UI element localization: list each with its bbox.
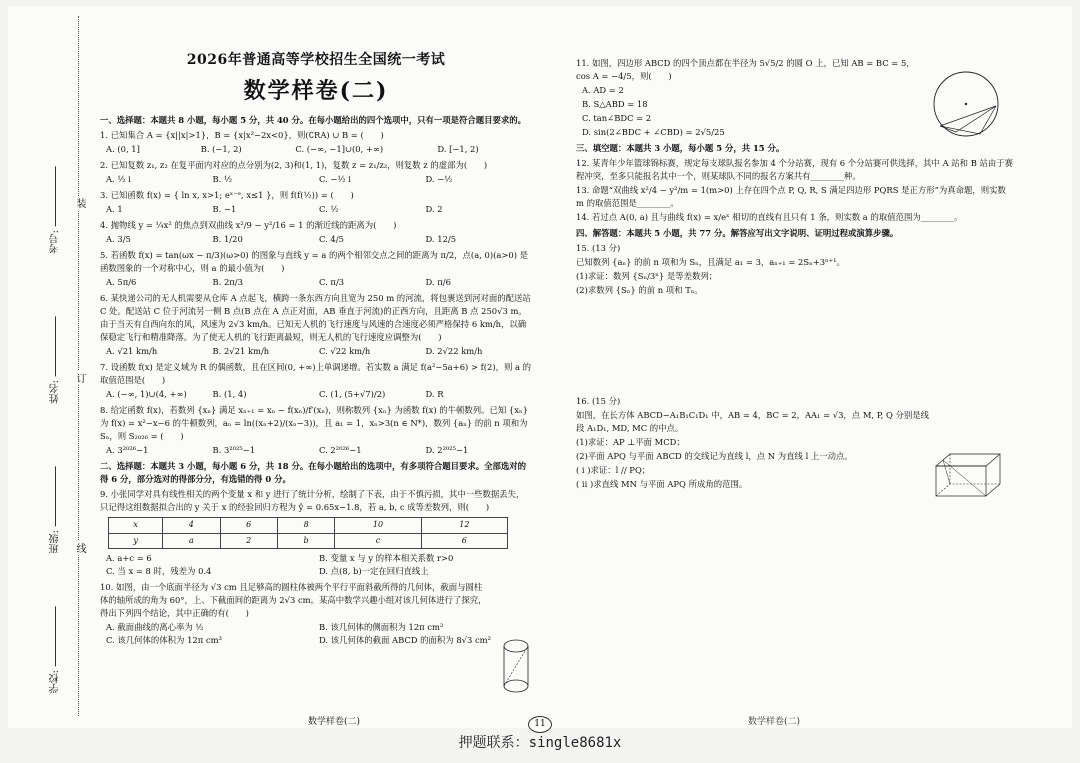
option: D. 12/5 xyxy=(425,233,457,244)
option: B. 2√21 km/h xyxy=(212,346,270,357)
option: B. 变量 x 与 y 的样本相关系数 r>0 xyxy=(319,553,454,563)
table-cell: b xyxy=(277,533,335,548)
question-3-options xyxy=(106,203,532,216)
question-10: 10. 如图，由一个底面半径为 √3 cm 且足够高的圆柱体被两个平行平面斜截所得的几何体，截面与圆柱体的轴所成的角为 60°，上、下截面间的距离为 2√3 cm。某高中数学兴趣小组对该几何体进行了探究，得出下列四个结论，其中正确的有( ) xyxy=(100,582,487,619)
table-row xyxy=(109,533,508,548)
option: C. 4/5 xyxy=(319,233,344,244)
binding-mark: 订 xyxy=(74,373,85,383)
question-15-part2: (2)求数列 {Sₙ} 的前 n 项和 Tₙ。 xyxy=(576,285,703,296)
table-cell: 6 xyxy=(220,518,277,533)
option: A. (−∞, 1)∪(4, +∞) xyxy=(106,389,187,400)
table-cell: 4 xyxy=(163,518,220,533)
watermark-text: 押题联系：single8681x xyxy=(458,735,622,751)
question-1: 1. 已知集合 A = {x||x|>1}，B = {x|x²−2x<0}，则(∁RA) ∪ B = ( ) xyxy=(100,129,384,140)
option: D. R xyxy=(425,389,444,400)
lower-section xyxy=(504,680,528,692)
question-13: 13. 命题“双曲线 x²/4 − y²/m = 1(m>0) 上存在四个点 P, Q, R, S 满足四边形 PQRS 是正方形”为真命题，则实数 m 的取值范围是________。 xyxy=(576,185,1006,209)
option: B. 2π/3 xyxy=(212,276,243,287)
option: D. 点(8, b)一定在回归直线上 xyxy=(319,566,429,577)
option: B. S△ABD = 18 xyxy=(582,99,648,110)
question-16-part2-ii: ( ii )求直线 MN 与平面 APQ 所成角的范围。 xyxy=(576,479,748,490)
table-row xyxy=(109,518,508,533)
table-cell: 6 xyxy=(421,533,507,548)
option: D. 2√22 km/h xyxy=(425,346,483,357)
exam-sheet xyxy=(8,6,1072,728)
option: C. −½ i xyxy=(319,173,351,184)
question-16-part2-i: ( i )求证：l // PQ； xyxy=(576,465,651,476)
question-11: 11. 如图，四边形 ABCD 的四个顶点都在半径为 5√5/2 的圆 O 上，已知 AB = BC = 5，cos A = −4/5，则( ) xyxy=(576,58,915,82)
option: A. 3/5 xyxy=(106,233,131,244)
question-6-options xyxy=(106,345,532,358)
question-1-options xyxy=(106,143,532,156)
question-5: 5. 若函数 f(x) = tan(ωx − π/3)(ω>0) 的图象与直线 y = a 的两个相邻交点之间的距离为 π/2，点(a, 0)(a>0) 是函数图象的一个对称中心，则 a 的最小值为( ) xyxy=(100,249,529,273)
question-5-options xyxy=(106,276,532,289)
question-8: 8. 给定函数 f(x)，若数列 {xₙ} 满足 xₙ₊₁ = xₙ − f(xₙ)/f′(xₙ)，则称数列 {xₙ} 为函数 f(x) 的牛顿数列。已知 {xₙ} 为 f(x) = x²−x−6 的牛顿数列，aₙ = ln((xₙ+2)/(xₙ−3))，且 a₁ = 1，xₙ>3(n ∈ N*)，数列 {aₙ} 的前 n 项和为 Sₙ，则 S₂₀₂₆ = ( ) xyxy=(100,405,528,442)
cuboid-figure xyxy=(930,446,1010,506)
question-9: 9. 小张同学对具有线性相关的两个变量 x 和 y 进行了统计分析，绘制了下表，由于不慎污损，其中一些数据丢失，只记得这组数据拟合出的 y 关于 x 的经验回归方程为 ŷ = 0.65x−1.8，若 a, b, c 成等差数列，则( ) xyxy=(100,489,525,513)
option: D. 2 xyxy=(425,203,443,214)
section-heading: 二、选择题：本题共 3 小题，每小题 6 分，共 18 分。在每小题给出的选项中，有多项符合题目要求。全部选对的得 6 分，部分选对的得部分分，有选错的得 0 分。 xyxy=(100,461,527,485)
table-cell: 10 xyxy=(335,518,421,533)
question-10-options xyxy=(106,621,532,647)
option: A. ½ i xyxy=(106,173,131,184)
option: C. (−∞, −1]∪(0, +∞) xyxy=(295,143,384,154)
option: D. sin(2∠BDC + ∠CBD) = 2√5/25 xyxy=(582,127,725,138)
answer-space xyxy=(576,298,1016,394)
option: C. 2²⁰²⁶−1 xyxy=(319,445,362,456)
table-cell: 12 xyxy=(421,518,507,533)
option: D. π/6 xyxy=(425,276,451,287)
page-number: 11 xyxy=(528,716,552,733)
field-label: 学校: xyxy=(50,670,61,694)
option: A. AD = 2 xyxy=(582,85,624,96)
circle-figure xyxy=(926,64,1006,144)
question-7-options xyxy=(106,388,532,401)
question-7: 7. 设函数 f(x) 是定义域为 R 的偶函数，且在区间(0, +∞)上单调递增。若实数 a 满足 f(a²−5a+6) > f(2)，则 a 的取值范围是( ) xyxy=(100,362,532,386)
option: D. 该几何体的截面 ABCD 的面积为 8√3 cm² xyxy=(319,635,491,646)
question-3: 3. 已知函数 f(x) = { ln x, x>1; eˣ⁻ᵉ, x≤1 }，则 f(f(½)) = ( ) xyxy=(100,189,354,200)
option: D. 2²⁰²⁵−1 xyxy=(425,445,469,456)
footer-right: 数学样卷(二) xyxy=(748,717,801,727)
option: A. (0, 1] xyxy=(106,143,140,154)
question-4-options xyxy=(106,233,532,246)
cylinder-figure xyxy=(496,634,540,698)
binding-mark: 线 xyxy=(74,543,85,553)
option: D. [−1, 2) xyxy=(437,143,479,154)
option: C. ½ xyxy=(319,203,339,214)
question-16-part1: (1)求证：AP ⊥平面 MCD； xyxy=(576,437,685,448)
footer-left: 数学样卷(二) xyxy=(308,717,361,727)
option: C. π/3 xyxy=(319,276,345,287)
question-15-stem: 已知数列 {aₙ} 的前 n 项和为 Sₙ，且满足 a₁ = 3，aₙ₊₁ = 2Sₙ+3ⁿ⁺¹。 xyxy=(576,257,845,268)
question-15-part1: (1)求证：数列 {Sₙ/3ⁿ} 是等差数列； xyxy=(576,271,718,282)
question-8-options xyxy=(106,444,532,457)
option: C. (1, (5+√7)/2) xyxy=(319,389,386,400)
option: B. −1 xyxy=(212,203,237,214)
question-16-stem: 如图，在长方体 ABCD−A₁B₁C₁D₁ 中，AB = 4，BC = 2，AA₁ = √3，点 M, P, Q 分别是线段 A₁D₁, MD, MC 的中点。 xyxy=(576,410,930,434)
option: A. 1 xyxy=(106,203,123,214)
option: A. 3²⁰²⁶−1 xyxy=(106,445,149,456)
table-cell: 2 xyxy=(220,533,277,548)
binding-dotted-line xyxy=(78,16,79,716)
option: A. a+c = 6 xyxy=(106,553,152,563)
question-4: 4. 抛物线 y = ¼x² 的焦点到双曲线 x²/9 − y²/16 = 1 的渐近线的距离为( ) xyxy=(100,219,397,230)
exam-title: 2026年普通高等学校招生全国统一考试 xyxy=(186,52,446,68)
question-14: 14. 若过点 A(0, a) 且与曲线 f(x) = x/eˣ 相切的直线有且只有 1 条，则实数 a 的取值范围为________。 xyxy=(576,212,963,223)
option: B. 该几何体的侧面积为 12π cm² xyxy=(319,622,444,633)
field-label: 班级: xyxy=(50,530,61,554)
field-name xyxy=(48,316,78,403)
table-cell: 8 xyxy=(277,518,335,533)
option: B. (−1, 2) xyxy=(200,143,242,154)
question-2: 2. 已知复数 z₁, z₂ 在复平面内对应的点分别为(2, 3)和(1, 1)，复数 z = z₁/z₂，则复数 z 的虚部为( ) xyxy=(100,159,488,170)
question-16-part2: (2)平面 APQ 与平面 ABCD 的交线记为直线 l，点 N 为直线 l 上一动点。 xyxy=(576,451,853,462)
table-cell: y xyxy=(109,533,163,548)
option: A. √21 km/h xyxy=(106,346,158,357)
paper-title: 数学样卷(二) xyxy=(243,77,389,104)
binding-mark: 装 xyxy=(74,198,85,208)
question-9-table xyxy=(108,517,508,549)
option: B. (1, 4) xyxy=(212,389,247,400)
section-heading: 四、解答题：本题共 5 小题，共 77 分。解答应写出文字说明、证明过程或演算步骤。 xyxy=(576,228,899,239)
binding-margin xyxy=(48,16,90,716)
question-12: 12. 某青年少年篮球锦标赛，规定每支球队报名参加 4 个分站赛，现有 6 个分站赛可供选择，其中 A 站和 B 站由于赛程冲突，至多只能报名其中一个，则某球队不同的报名方案共有________种。 xyxy=(576,158,1014,182)
option: C. √22 km/h xyxy=(319,346,371,357)
option: C. tan∠BDC = 2 xyxy=(582,113,652,124)
left-column xyxy=(100,40,532,650)
option: A. 截面曲线的离心率为 ½ xyxy=(106,622,204,633)
field-label: 考号: xyxy=(50,230,61,254)
upper-section xyxy=(504,640,528,652)
field-label: 姓名: xyxy=(50,380,61,404)
question-6: 6. 某快递公司的无人机需要从仓库 A 点起飞，横跨一条东西方向且宽为 250 m 的河流，将包裹送到河对面的配送站 C 处。配送站 C 位于河流另一侧 B 点(B 点在 A 点正对面，AB 垂直于河流)的正西方向，且距离 B 点 250√3 m。由于当天有自西向东的风，风速为 2√3 km/h。已知无人机的飞行速度与风速的合速度必须严格保持 6 km/h，以确保稳定飞行和精准降落。为了使无人机的飞行距离最短，则无人机的飞行速度应调整为( ) xyxy=(100,292,531,343)
option: D. −½ xyxy=(425,173,453,184)
section-heading: 三、填空题：本题共 3 小题，每小题 5 分，共 15 分。 xyxy=(576,143,785,154)
section-heading: 一、选择题：本题共 8 小题，每小题 5 分，共 40 分。在每小题给出的四个选项中，只有一项是符合题目要求的。 xyxy=(100,114,527,125)
option: B. ½ xyxy=(212,173,233,184)
table-cell: c xyxy=(335,533,421,548)
question-16: 16. (15 分) xyxy=(576,396,621,407)
option: A. 5π/6 xyxy=(106,276,137,287)
option: B. 3²⁰²⁵−1 xyxy=(212,445,256,456)
table-cell: x xyxy=(109,518,163,533)
question-15: 15. (13 分) xyxy=(576,243,621,254)
field-school xyxy=(48,606,78,693)
option: C. 当 x = 8 时，残差为 0.4 xyxy=(106,566,212,577)
question-9-options xyxy=(106,552,532,578)
question-2-options xyxy=(106,173,532,186)
table-cell: a xyxy=(163,533,220,548)
option: C. 该几何体的体积为 12π cm³ xyxy=(106,635,222,646)
option: B. 1/20 xyxy=(212,233,243,244)
